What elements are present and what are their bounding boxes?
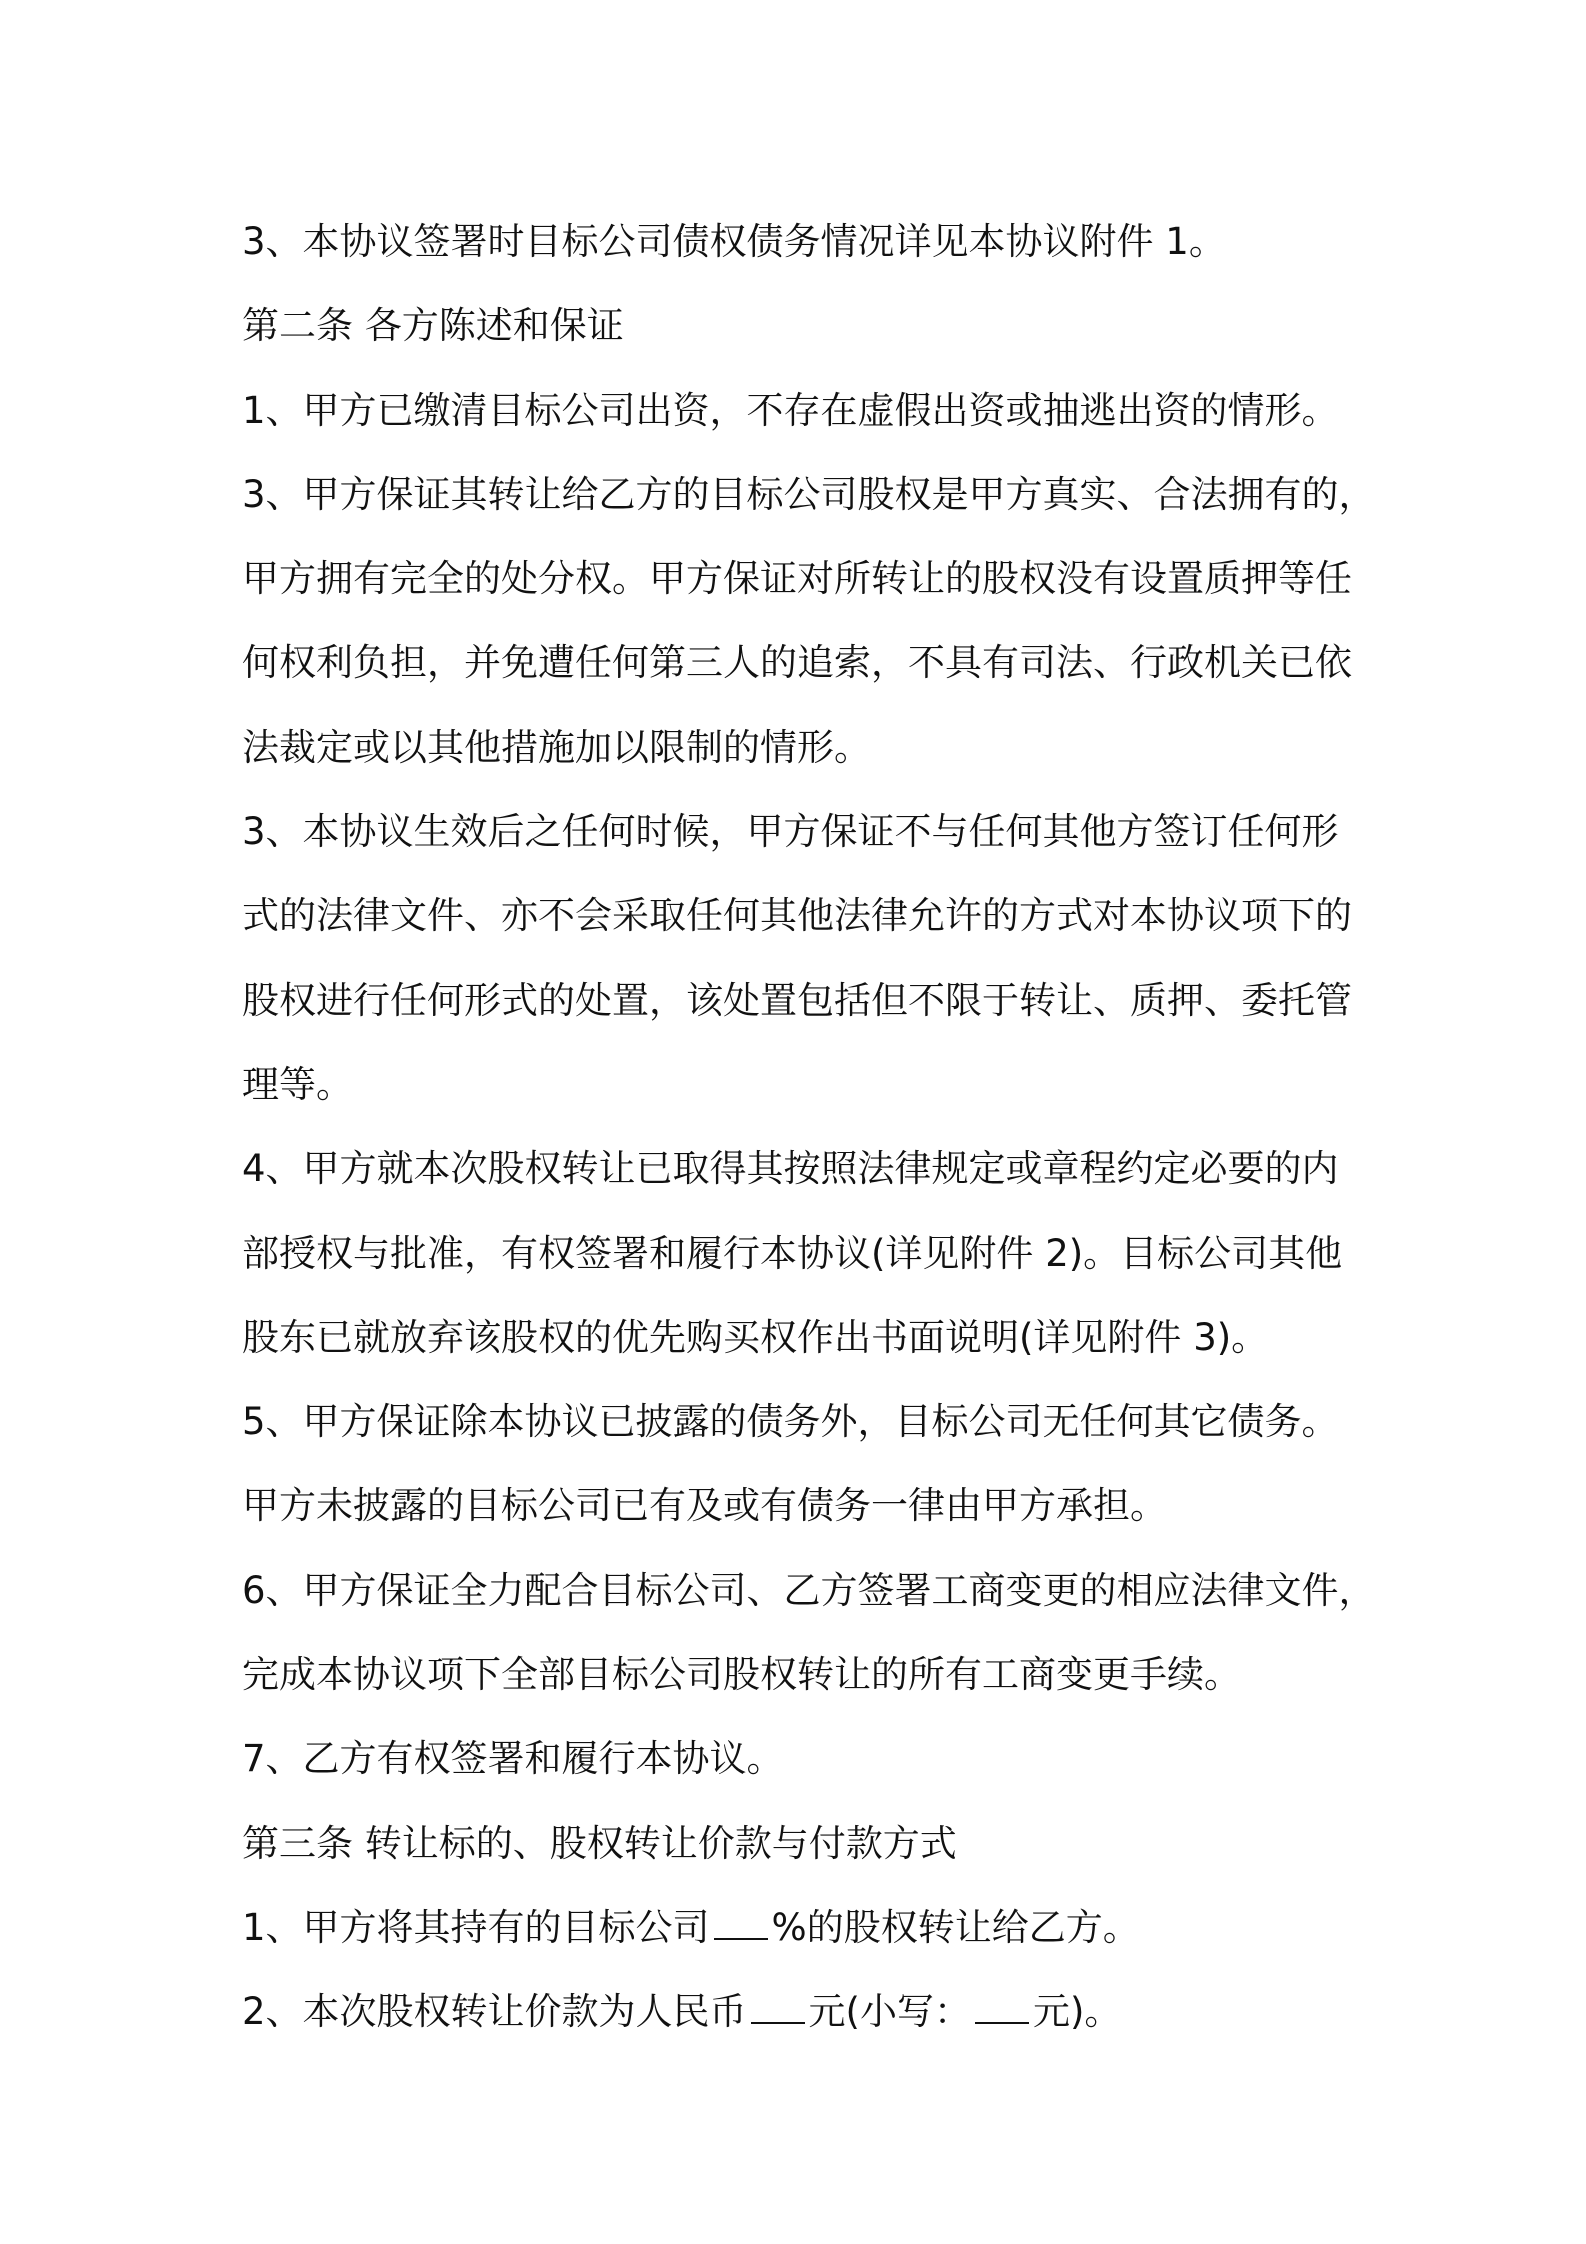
clause-line-3: 1、甲方已缴清目标公司出资，不存在虚假出资或抽逃出资的情形。: [242, 388, 1339, 432]
clause-line-14: 股东已就放弃该股权的优先购买权作出书面说明(详见附件 3)。: [242, 1315, 1269, 1359]
clause-line-5: 甲方拥有完全的处分权。甲方保证对所转让的股权没有设置质押等任: [242, 557, 1352, 601]
clause-line-15: 5、甲方保证除本协议已披露的债务外，目标公司无任何其它债务。: [242, 1400, 1339, 1444]
clause-21-text-before: 1、甲方将其持有的目标公司: [242, 1905, 710, 1949]
clause-line-6: 何权利负担，并免遭任何第三人的追索，不具有司法、行政机关已依: [242, 641, 1352, 685]
percentage-blank: [714, 1908, 768, 1940]
clause-line-4: 3、甲方保证其转让给乙方的目标公司股权是甲方真实、合法拥有的，: [242, 472, 1376, 516]
clause-line-16: 甲方未披露的目标公司已有及或有债务一律由甲方承担。: [242, 1484, 1167, 1528]
clause-line-12: 4、甲方就本次股权转让已取得其按照法律规定或章程约定必要的内: [242, 1147, 1339, 1191]
clause-line-7: 法裁定或以其他措施加以限制的情形。: [242, 725, 871, 769]
clause-line-11: 理等。: [242, 1062, 353, 1106]
clause-line-18: 完成本协议项下全部目标公司股权转让的所有工商变更手续。: [242, 1653, 1241, 1697]
article-2-heading: 第二条 各方陈述和保证: [242, 304, 624, 348]
clause-line-1: 3、本协议签署时目标公司债权债务情况详见本协议附件 1。: [242, 220, 1226, 263]
clause-line-17: 6、甲方保证全力配合目标公司、乙方签署工商变更的相应法律文件，: [242, 1568, 1376, 1612]
document-body: [242, 200, 1382, 2055]
clause-21-text-after: %的股权转让给乙方。: [771, 1905, 1140, 1949]
clause-22-text-middle: 元(小写：: [808, 1990, 971, 2034]
clause-line-22: [242, 1970, 1382, 2054]
price-amount-blank: [751, 1992, 805, 2024]
clause-line-10: 股权进行任何形式的处置，该处置包括但不限于转让、质押、委托管: [242, 978, 1352, 1022]
clause-line-21: [242, 1886, 1382, 1970]
clause-line-19: 7、乙方有权签署和履行本协议。: [242, 1737, 784, 1781]
clause-line-9: 式的法律文件、亦不会采取任何其他法律允许的方式对本协议项下的: [242, 894, 1352, 938]
clause-line-8: 3、本协议生效后之任何时候，甲方保证不与任何其他方签订任何形: [242, 810, 1339, 854]
clause-line-13: 部授权与批准，有权签署和履行本协议(详见附件 2)。目标公司其他: [242, 1231, 1343, 1275]
clause-22-text-before: 2、本次股权转让价款为人民币: [242, 1990, 747, 2034]
clause-22-text-after: 元)。: [1032, 1990, 1122, 2034]
article-3-heading: 第三条 转让标的、股权转让价款与付款方式: [242, 1821, 957, 1865]
price-figure-blank: [975, 1992, 1029, 2024]
